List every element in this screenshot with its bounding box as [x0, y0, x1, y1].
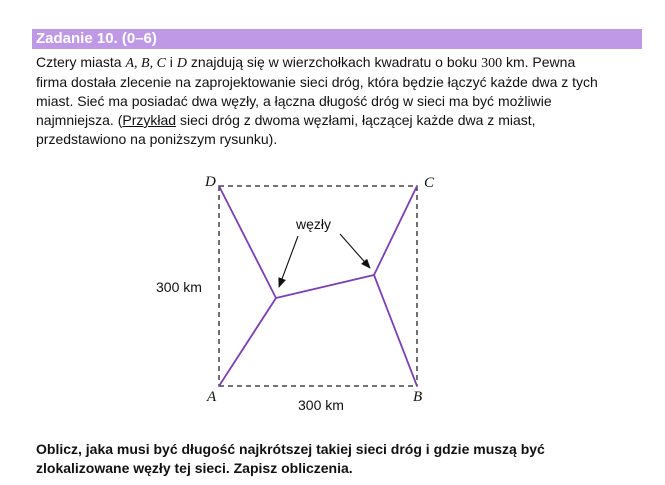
intro-text: sieci dróg z dwoma węzłami, łączącej każde dwa z miast,	[176, 112, 536, 128]
intro-text: znajdują się w wierzchołkach kwadratu o boku	[186, 54, 482, 70]
road-a-node1	[219, 298, 276, 386]
label-b: B	[413, 389, 423, 405]
city-d: D	[176, 56, 187, 71]
road-d-node1	[219, 186, 276, 298]
intro-line-2: firma dostała zlecenie na zaprojektowanie sieci dróg, która będzie łączyć każde dwa z tych	[36, 74, 598, 90]
intro-text: km. Pewna	[502, 54, 576, 70]
arrow-to-node-2	[340, 234, 370, 268]
task-line-2: zlokalizowane węzły tej sieci. Zapisz obliczenia.	[36, 460, 353, 476]
side-length: 300	[481, 56, 503, 71]
task-header: Zadanie 10. (0–6)	[32, 29, 642, 49]
left-side-length: 300 km	[156, 279, 202, 295]
label-a: A	[207, 389, 217, 405]
intro-text: najmniejsza. (	[36, 112, 123, 128]
road-node2-b	[374, 275, 417, 386]
task-line-1: Oblicz, jaka musi być długość najkrótszej takiej sieci dróg i gdzie muszą być	[36, 441, 545, 457]
arrow-to-node-1	[279, 236, 298, 287]
intro-text: Cztery miasta	[36, 54, 126, 70]
road-node2-c	[374, 186, 417, 275]
task-question	[36, 440, 642, 478]
intro-line-3: miast. Sieć ma posiadać dwa węzły, a łączna długość dróg w sieci ma być możliwie	[36, 93, 552, 109]
intro-line-5: przedstawiono na poniższym rysunku).	[36, 131, 278, 147]
cities-abc: A, B, C	[125, 56, 166, 71]
road-node1-node2	[276, 275, 374, 298]
bottom-side-length: 300 km	[298, 397, 344, 413]
nodes-label: węzły	[296, 216, 332, 232]
label-d: D	[205, 174, 216, 190]
label-c: C	[424, 175, 435, 191]
intro-text: i	[165, 54, 177, 70]
example-link[interactable]: Przykład	[122, 112, 177, 128]
